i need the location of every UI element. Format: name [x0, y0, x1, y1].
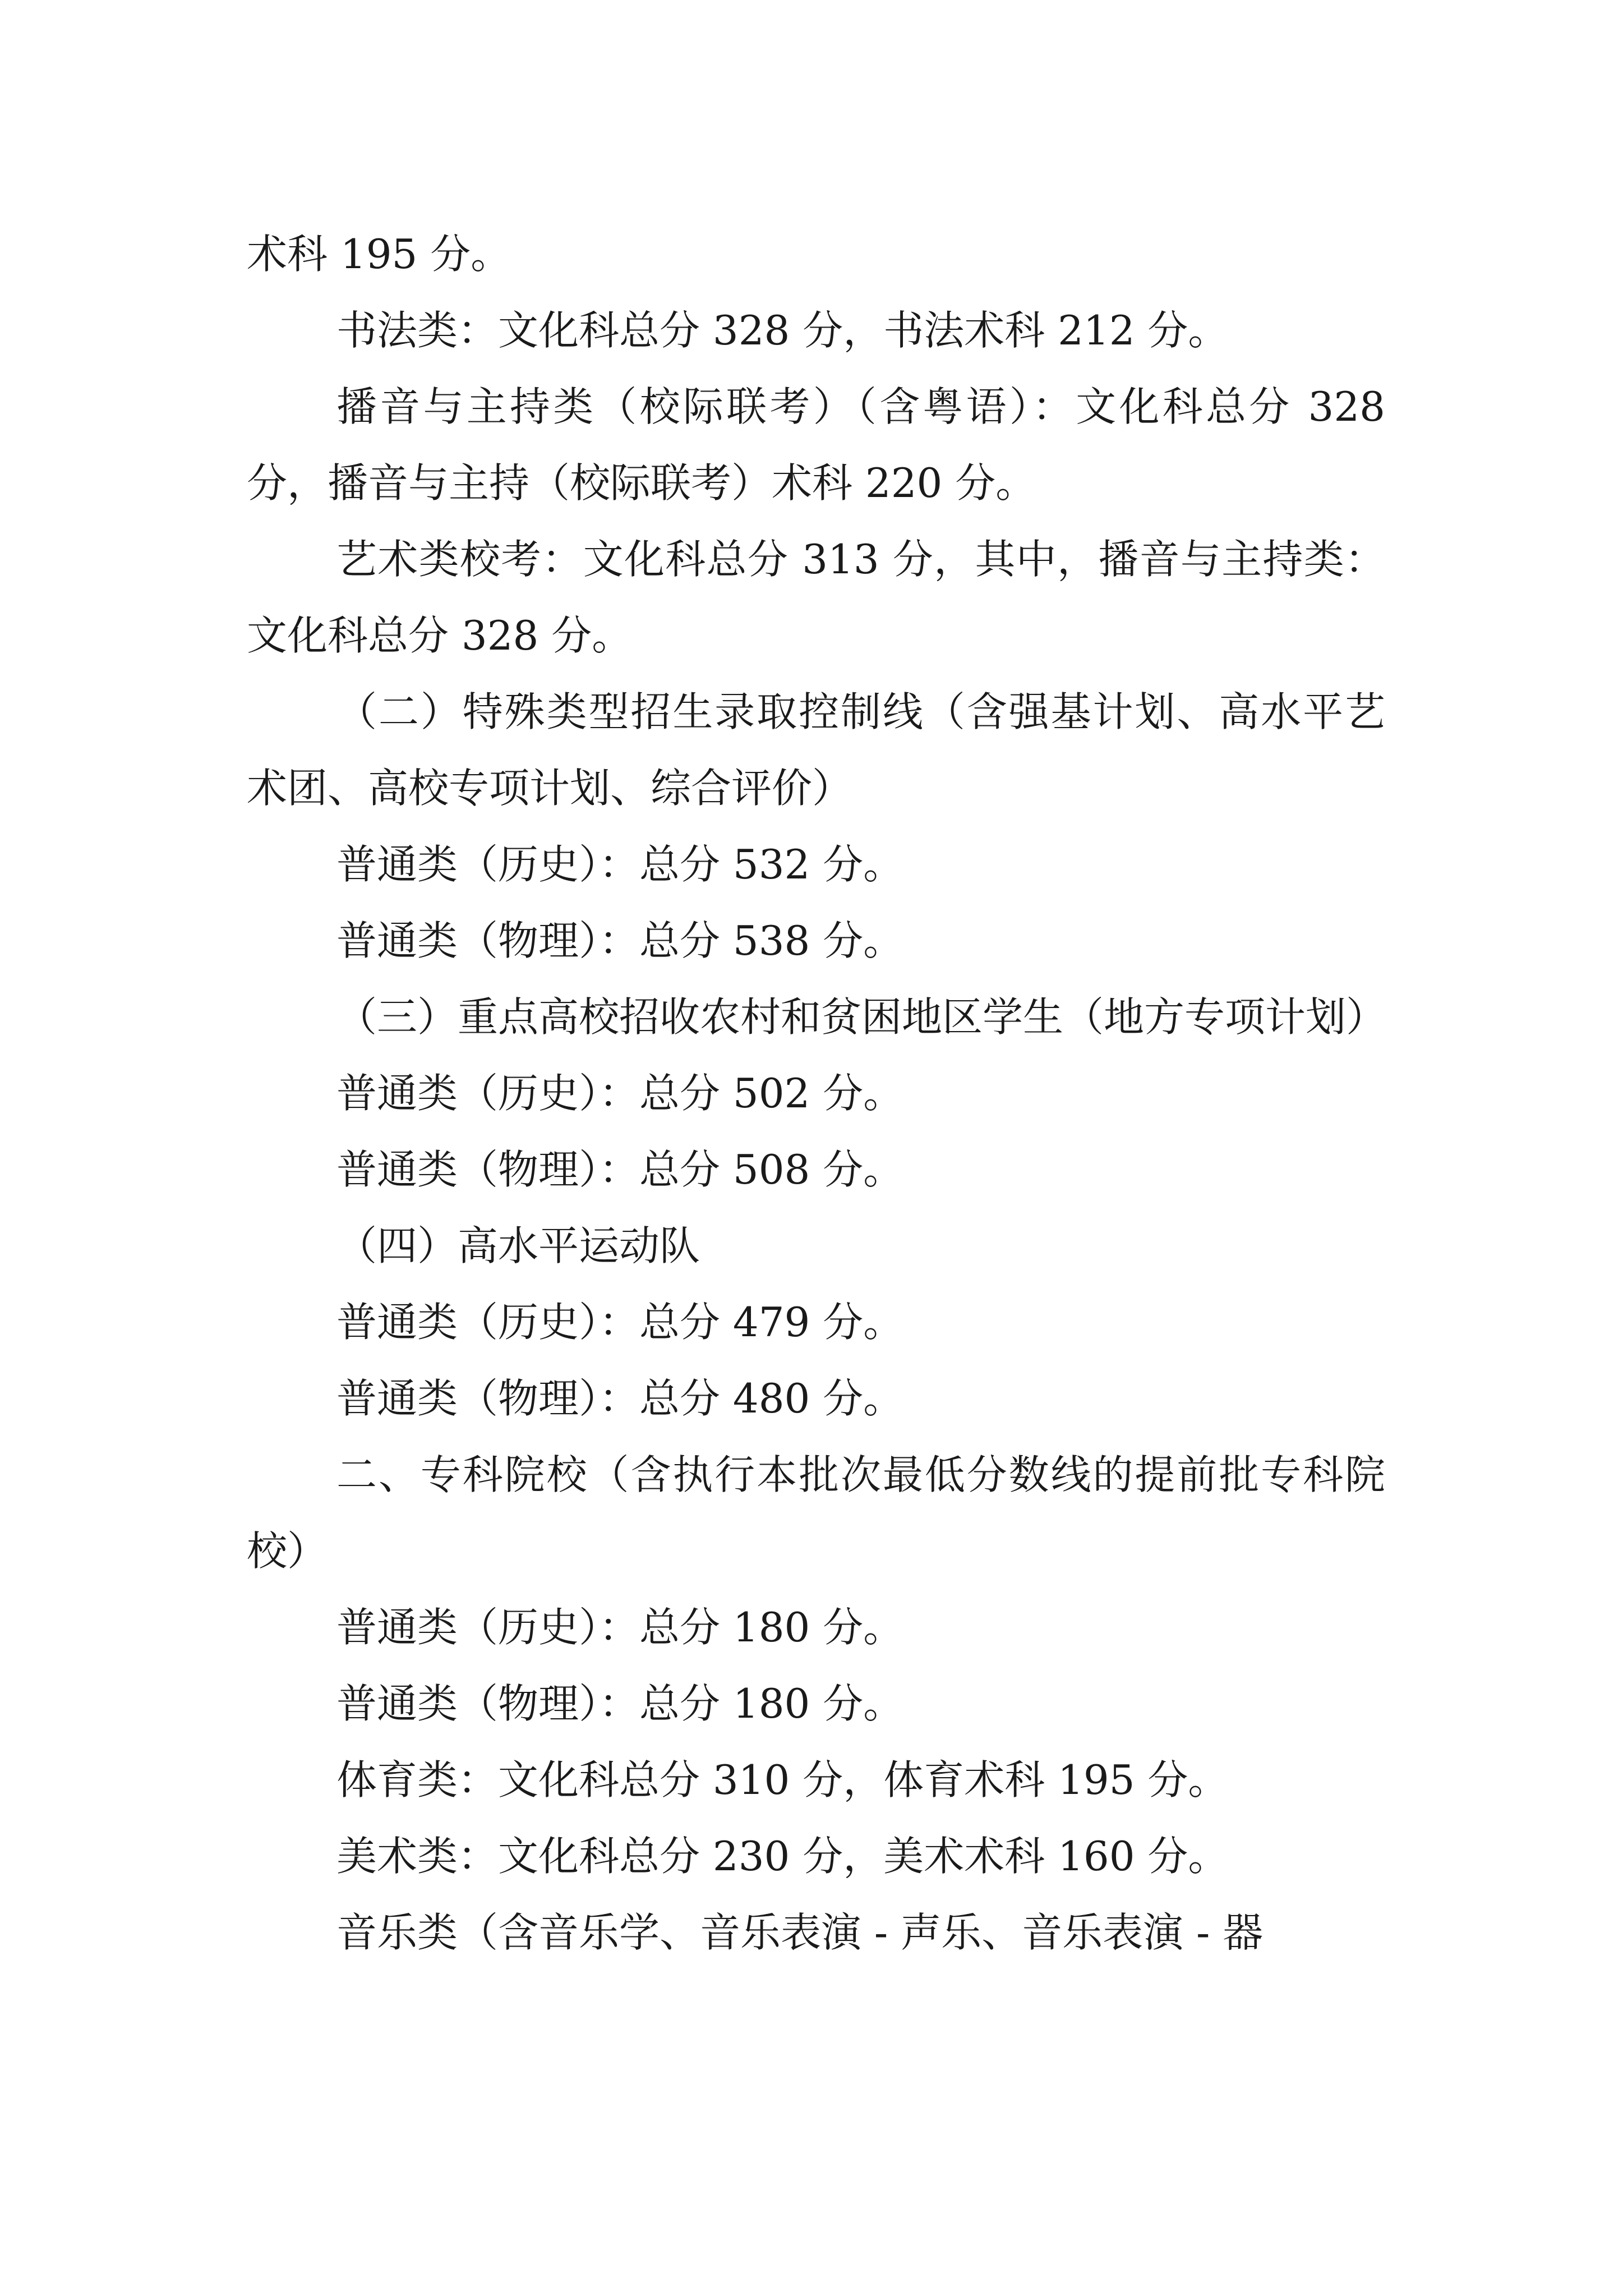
- paragraph: 普通类（历史）：总分 502 分。: [336, 1070, 904, 1117]
- document-body: [247, 216, 1385, 1971]
- paragraph: 普通类（历史）：总分 180 分。: [336, 1604, 904, 1651]
- paragraph: 体育类：文化科总分 310 分，体育术科 195 分。: [336, 1756, 1229, 1803]
- section-heading: （四）高水平运动队: [336, 1222, 700, 1269]
- paragraph: 普通类（物理）：总分 480 分。: [336, 1375, 904, 1422]
- paragraph: 艺术类校考：文化科总分 313 分，其中，播音与主持类：文化科总分 328 分。: [247, 536, 1385, 659]
- section-heading: 二、专科院校（含执行本批次最低分数线的提前批专科院校）: [247, 1451, 1385, 1575]
- paragraph: 普通类（物理）：总分 180 分。: [336, 1680, 904, 1727]
- paragraph: 普通类（物理）：总分 538 分。: [336, 917, 904, 964]
- paragraph: 书法类：文化科总分 328 分，书法术科 212 分。: [336, 307, 1229, 354]
- section-heading: （二）特殊类型招生录取控制线（含强基计划、高水平艺术团、高校专项计划、综合评价）: [247, 688, 1385, 812]
- paragraph: 普通类（历史）：总分 479 分。: [336, 1299, 904, 1346]
- paragraph: 普通类（物理）：总分 508 分。: [336, 1146, 904, 1193]
- section-heading: （三）重点高校招收农村和贫困地区学生（地方专项计划）: [336, 993, 1387, 1041]
- paragraph: 术科 195 分。: [247, 231, 511, 278]
- paragraph: 普通类（历史）：总分 532 分。: [336, 841, 904, 888]
- paragraph: 播音与主持类（校际联考）（含粤语）：文化科总分 328 分，播音与主持（校际联考）术科 220 分。: [247, 383, 1385, 507]
- paragraph: 美术类：文化科总分 230 分，美术术科 160 分。: [336, 1833, 1229, 1880]
- paragraph: 音乐类（含音乐学、音乐表演 - 声乐、音乐表演 - 器: [336, 1909, 1264, 1956]
